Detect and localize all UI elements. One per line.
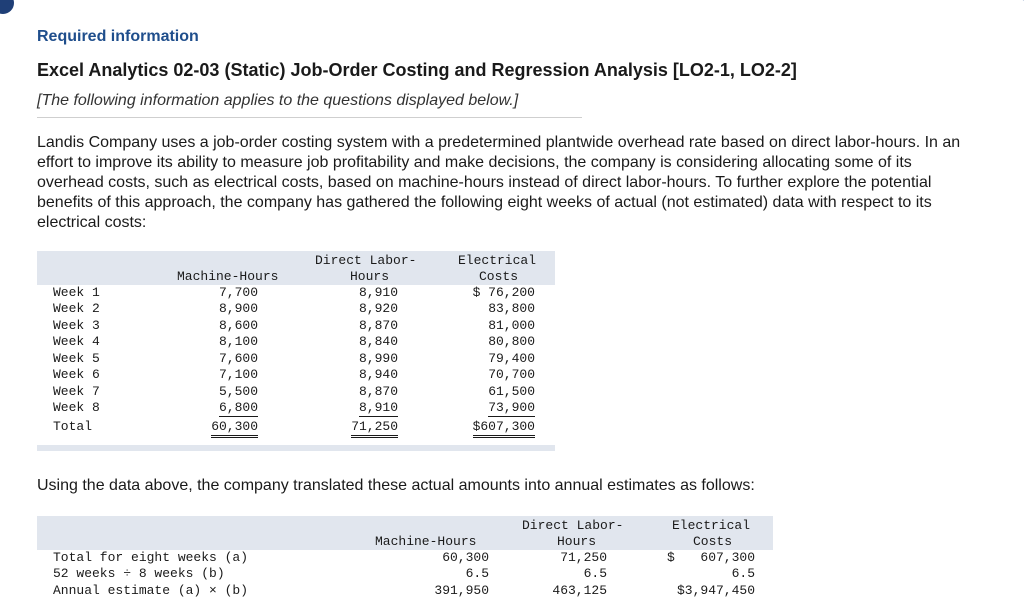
row-cost: $3,947,450 [676,583,755,598]
table-footer-band [37,445,555,451]
row-week-label: Week 5 [53,351,100,366]
header-elec-line2: Costs [693,534,733,549]
row-cost: 79,400 [488,351,535,366]
corner-indicator-icon [0,0,14,14]
row-cost: 83,800 [488,301,535,316]
required-info-label: Required information [37,28,199,45]
row-machine-hours: 5,500 [218,384,258,399]
page-title: Excel Analytics 02-03 (Static) Job-Order Costing and Regression Analysis [LO2-1, LO2-2] [37,60,797,80]
row-week-label: Week 7 [53,384,100,399]
row-cost: 6.5 [731,566,755,581]
header-elec-line1: Electrical [672,518,751,533]
row-label: 52 weeks ÷ 8 weeks (b) [53,566,225,581]
header-machine-hours: Machine-Hours [375,534,477,549]
total-machine-hours: 60,300 [211,419,258,438]
row-machine-hours: 8,900 [218,301,258,316]
header-elec-line1: Electrical [458,253,537,268]
row-dlh: 8,990 [358,351,398,366]
header-elec-line2: Costs [479,269,519,284]
intro-paragraph: Landis Company uses a job-order costing system with a predetermined plantwide overhead rate based on direct labor-hours. In an effort to improve its ability to measure job profitability and make decisions, the company is considering allocating some of its overhead costs, such as electrical costs, based on machine-hours instead of direct labor-hours. To further explore the potential benefits of this approach, the company has gathered the following eight weeks of actual (not estimated) data with respect to its electrical costs: [37,134,961,231]
total-label: Total [53,419,93,434]
row-cost: 607,300 [700,550,755,565]
row-machine-hours: 6,800 [218,400,258,415]
row-dlh: 8,840 [358,334,398,349]
row-machine-hours: 6.5 [465,566,489,581]
row-dlh: 8,870 [358,318,398,333]
row-week-label: Week 4 [53,334,100,349]
row-dlh: 8,910 [358,285,398,300]
row-dlh: 71,250 [560,550,607,565]
row-cost: $ 76,200 [472,285,535,300]
row-label: Total for eight weeks (a) [53,550,249,565]
header-dlh-line2: Hours [350,269,390,284]
row-dlh: 8,910 [358,400,398,415]
row-cost-sign: $ [667,550,675,565]
header-dlh-line1: Direct Labor- [315,253,417,268]
row-cost: 81,000 [488,318,535,333]
row-machine-hours: 7,600 [218,351,258,366]
total-cost: $607,300 [473,419,535,438]
row-cost: 61,500 [488,384,535,399]
row-dlh: 8,920 [358,301,398,316]
row-label: Annual estimate (a) × (b) [53,583,249,598]
row-dlh: 8,940 [358,367,398,382]
row-cost: 80,800 [488,334,535,349]
row-cost: 73,900 [488,400,535,415]
row-dlh: 8,870 [358,384,398,399]
row-week-label: Week 6 [53,367,100,382]
row-machine-hours: 8,600 [218,318,258,333]
corner-decoration [1010,0,1024,16]
row-machine-hours: 8,100 [218,334,258,349]
header-dlh-line1: Direct Labor- [522,518,624,533]
row-week-label: Week 2 [53,301,100,316]
page-subtitle: [The following information applies to the questions displayed below.] [37,92,519,109]
row-dlh: 6.5 [583,566,607,581]
row-machine-hours: 60,300 [442,550,489,565]
header-machine-hours: Machine-Hours [177,269,279,284]
header-dlh-line2: Hours [557,534,597,549]
row-dlh: 463,125 [552,583,607,598]
row-week-label: Week 1 [53,285,100,300]
row-week-label: Week 3 [53,318,100,333]
transition-paragraph: Using the data above, the company translated these actual amounts into annual estimates as follows: [37,477,755,494]
divider [37,117,582,118]
row-machine-hours: 7,100 [218,367,258,382]
row-cost: 70,700 [488,367,535,382]
row-machine-hours: 7,700 [218,285,258,300]
row-machine-hours: 391,950 [434,583,489,598]
total-dlh: 71,250 [351,419,398,438]
row-week-label: Week 8 [53,400,100,415]
